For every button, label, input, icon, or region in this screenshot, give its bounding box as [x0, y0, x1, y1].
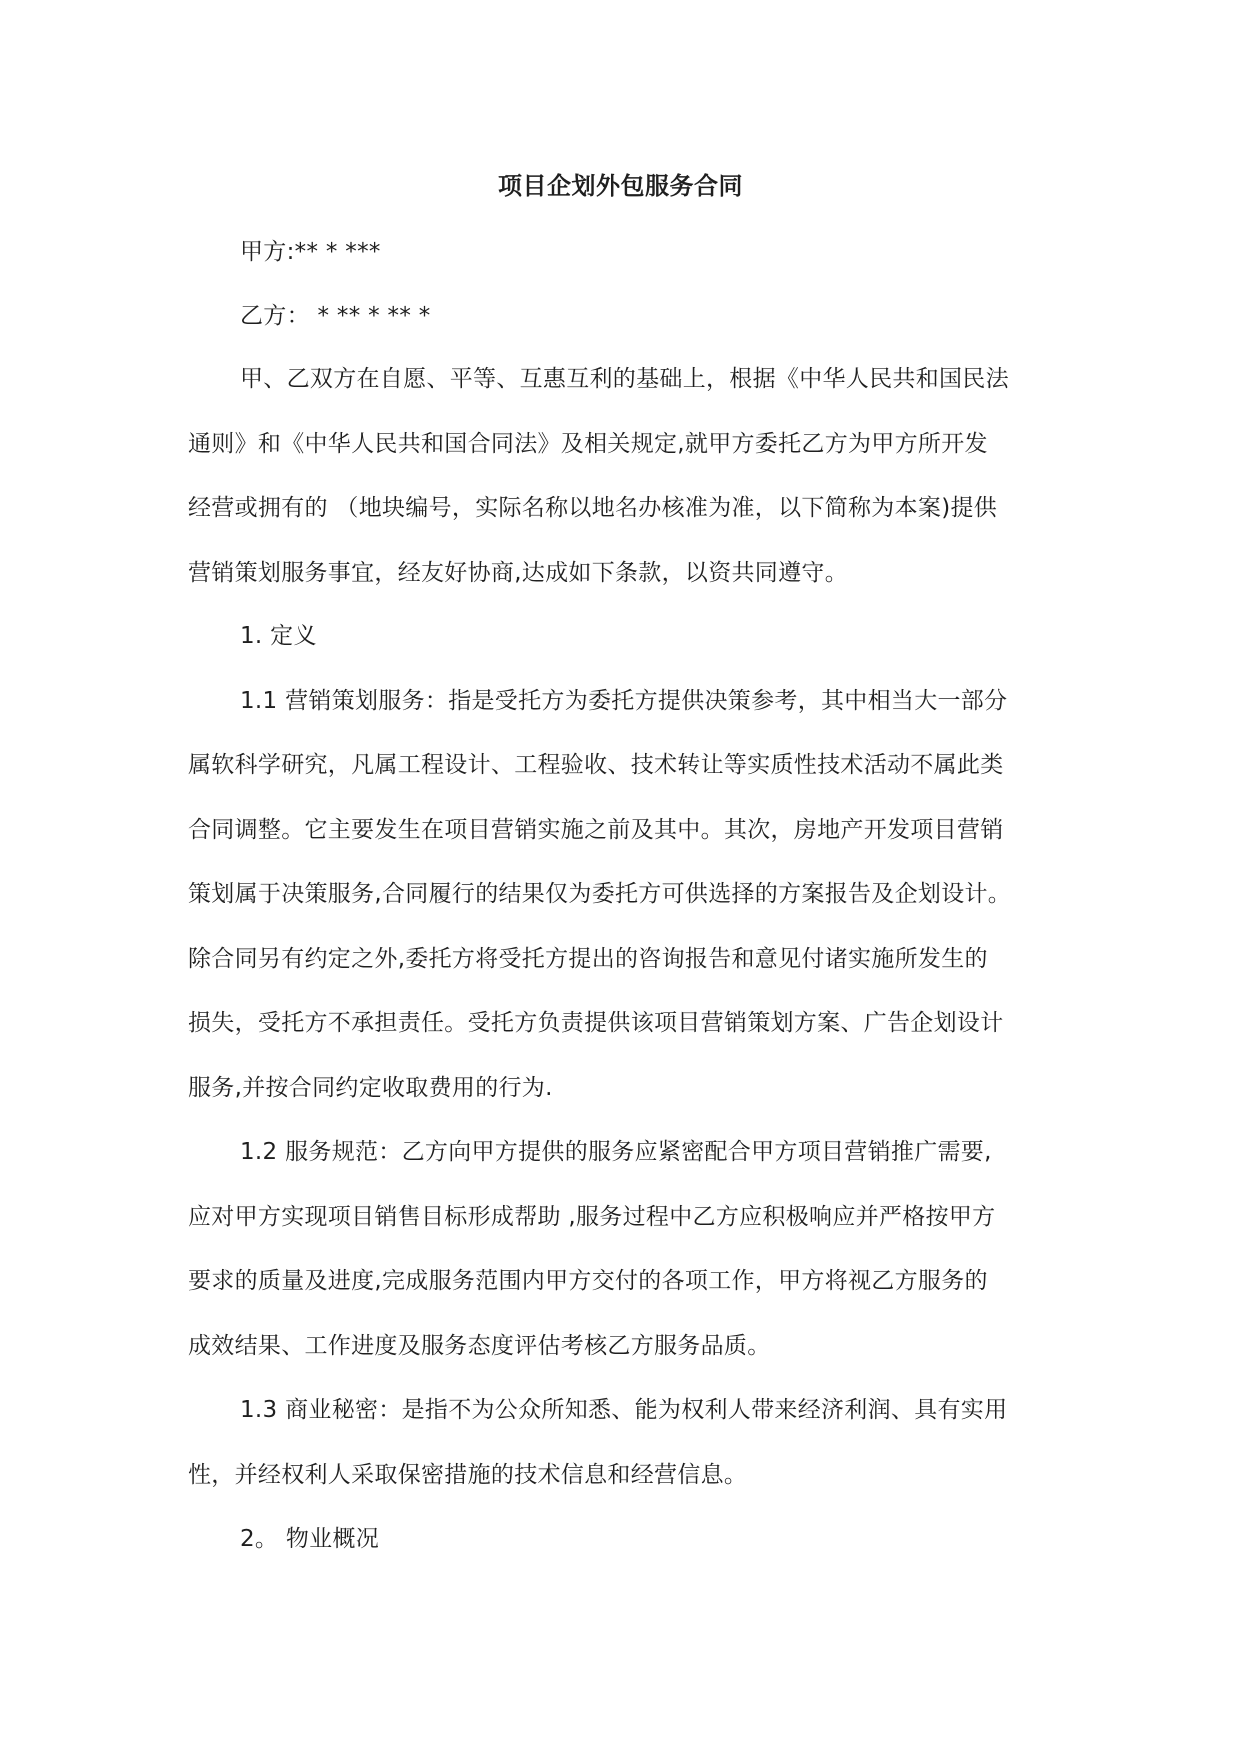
section-heading: 2。 物业概况	[240, 1526, 380, 1552]
party-b-line: 乙方： * ** * ** *	[240, 303, 431, 329]
clause-line: 属软科学研究，凡属工程设计、工程验收、技术转让等实质性技术活动不属此类	[188, 752, 1004, 778]
preamble-line: 经营或拥有的 （地块编号，实际名称以地名办核准为准，以下简称为本案)提供	[188, 495, 998, 521]
section-heading: 1. 定义	[240, 623, 317, 649]
clause-line: 性，并经权利人采取保密措施的技术信息和经营信息。	[188, 1462, 748, 1488]
clause-line: 合同调整。它主要发生在项目营销实施之前及其中。其次，房地产开发项目营销	[188, 817, 1004, 843]
party-a-line: 甲方:** * ***	[240, 239, 381, 265]
preamble-line: 通则》和《中华人民共和国合同法》及相关规定,就甲方委托乙方为甲方所开发	[188, 431, 988, 457]
clause-line: 策划属于决策服务,合同履行的结果仅为委托方可供选择的方案报告及企划设计。	[188, 881, 1012, 907]
clause-line: 除合同另有约定之外,委托方将受托方提出的咨询报告和意见付诸实施所发生的	[188, 946, 988, 972]
clause-line: 要求的质量及进度,完成服务范围内甲方交付的各项工作，甲方将视乙方服务的	[188, 1268, 988, 1294]
preamble-line: 营销策划服务事宜，经友好协商,达成如下条款，以资共同遵守。	[188, 560, 849, 586]
clause-line: 成效结果、工作进度及服务态度评估考核乙方服务品质。	[188, 1333, 771, 1359]
clause-line: 应对甲方实现项目销售目标形成帮助 ,服务过程中乙方应积极响应并严格按甲方	[188, 1204, 996, 1230]
document-title: 项目企划外包服务合同	[498, 172, 743, 200]
clause-line: 服务,并按合同约定收取费用的行为.	[188, 1075, 553, 1101]
clause-line: 1.1 营销策划服务：指是受托方为委托方提供决策参考，其中相当大一部分	[240, 688, 1008, 714]
clause-line: 1.2 服务规范：乙方向甲方提供的服务应紧密配合甲方项目营销推广需要,	[240, 1139, 992, 1165]
clause-line: 损失，受托方不承担责任。受托方负责提供该项目营销策划方案、广告企划设计	[188, 1010, 1004, 1036]
preamble-line: 甲、乙双方在自愿、平等、互惠互利的基础上，根据《中华人民共和国民法	[240, 366, 1009, 392]
clause-line: 1.3 商业秘密：是指不为公众所知悉、能为权利人带来经济利润、具有实用	[240, 1397, 1008, 1423]
